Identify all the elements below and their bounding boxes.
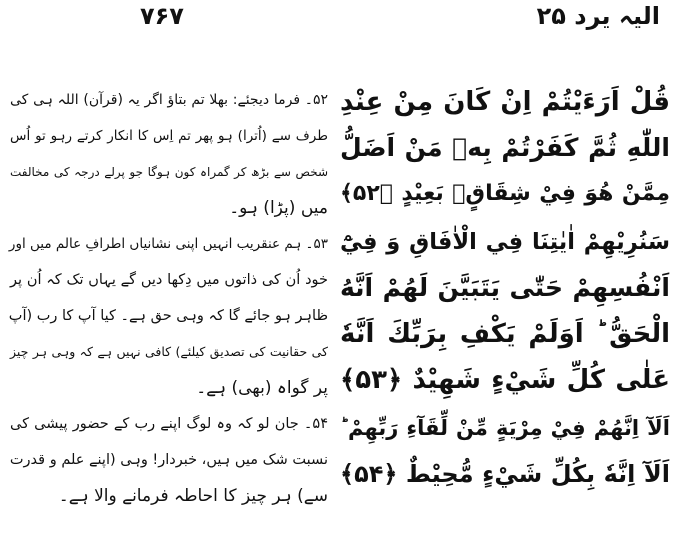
arabic-line: اَنْفُسِهِمْ حَتّٰى يَتَبَيَّنَ لَهُمْ اَنَّهُ (340, 273, 670, 302)
urdu-line: ظاہر ہو جائے گا کہ وہی حق ہے۔ کیا آپ کا رب (آپ (8, 308, 328, 324)
page-header (0, 2, 680, 38)
urdu-translation-column (10, 84, 328, 554)
urdu-line: نسبت شک میں ہیں، خبردار! وہی (اپنے علم و قدرت (9, 452, 328, 468)
urdu-line: کی حقانیت کی تصدیق کیلئے) کافی نہیں ہے کہ وہی ہر چیز (10, 344, 328, 359)
urdu-line: ۵۴۔ جان لو کہ وہ لوگ اپنے رب کے حضور پیشی کی (10, 416, 328, 432)
urdu-line: طرف سے (اُترا) ہو پھر تم اِس کا انکار کرتے رہو تو اُس (10, 128, 328, 144)
urdu-line: ۵۳۔ ہم عنقریب انہیں اپنی نشانیاں اطرافِ عالم میں اور (8, 236, 328, 252)
urdu-line: پر گواہ (بھی) ہے۔ (196, 378, 328, 398)
arabic-line: اَلَآ اِنَّهٗ بِكُلِّ شَيْءٍ مُّحِيْطٌ ﴿۵۴﴾ (340, 460, 670, 488)
urdu-line: شخص سے بڑھ کر گمراہ کون ہوگا جو پرلے درجہ کی مخالفت (10, 165, 328, 179)
arabic-line: عَلٰى كُلِّ شَيْءٍ شَهِيْدٌ ﴿۵۳﴾ (340, 365, 670, 395)
arabic-line: اللّٰهِ ثُمَّ كَفَرْتُمْ بِهٖ مَنْ اَضَلُّ (340, 133, 670, 162)
arabic-line: سَنُرِيْهِمْ اٰيٰتِنَا فِي الْاٰفَاقِ وَ فِيْٓ (340, 229, 670, 255)
arabic-line: قُلْ اَرَءَيْتُمْ اِنْ كَانَ مِنْ عِنْدِ (340, 87, 670, 117)
page-number: ۷۶۷ (140, 2, 184, 30)
urdu-line: ۵۲۔ فرما دیجئے: بھلا تم بتاؤ اگر یہ (قرآن) اللہ ہی کی (10, 92, 328, 108)
urdu-line: میں (پڑا) ہو۔ (229, 198, 328, 218)
arabic-text-column (340, 80, 670, 550)
arabic-line: مِمَّنْ هُوَ فِيْ شِقَاقٍۢ بَعِيْدٍ ﴿۵۲﴾ (340, 181, 670, 206)
arabic-line: اَلَآ اِنَّهُمْ فِيْ مِرْيَةٍ مِّنْ لِّقَآءِ رَبِّهِمْ ؕ (340, 416, 670, 440)
arabic-line: الْحَقُّ ؕ اَوَلَمْ يَكْفِ بِرَبِّكَ اَنَّهٗ (340, 319, 670, 349)
urdu-line: خود اُن کی ذاتوں میں دِکھا دیں گے یہاں تک کہ اُن پر (10, 272, 328, 288)
urdu-line: سے) ہر چیز کا احاطہ فرمانے والا ہے۔ (58, 486, 328, 506)
juz-title: الیہ یرد ۲۵ (536, 2, 660, 30)
